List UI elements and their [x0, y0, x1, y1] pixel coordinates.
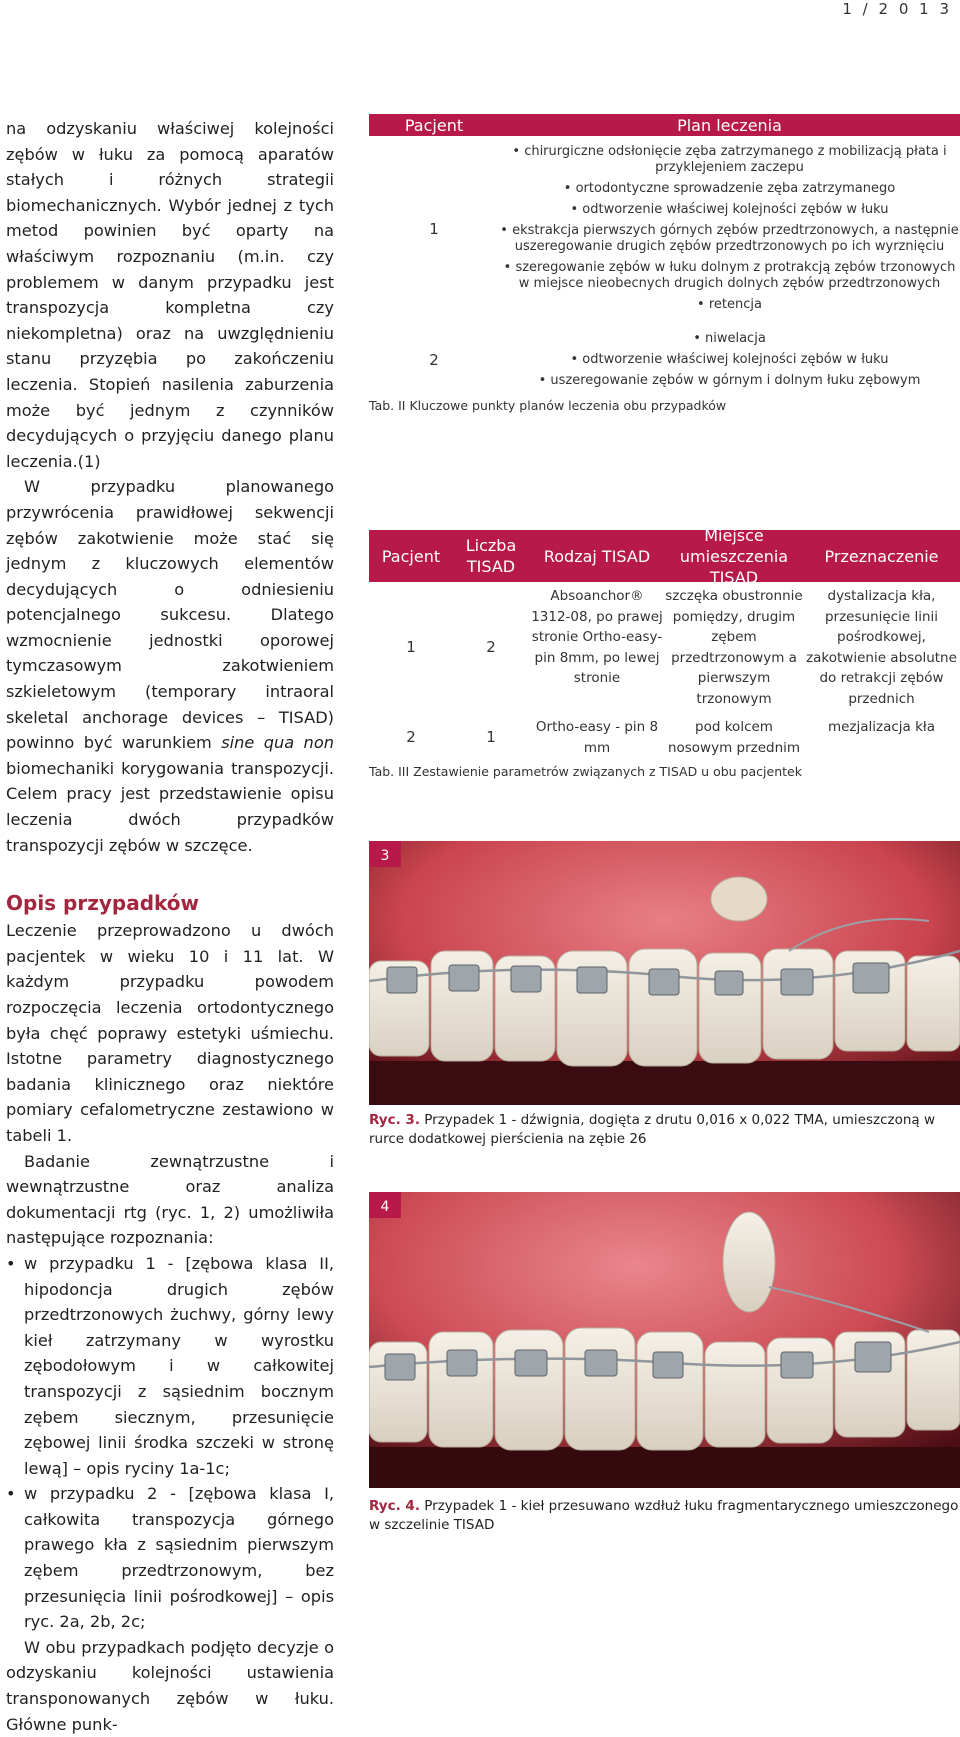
plan-item: • odtworzenie właściwej kolejności zębów w łuku [499, 202, 960, 218]
figure-label: Ryc. 3. [369, 1112, 420, 1128]
cell-purpose: dystalizacja kła, przesunięcie linii pośrodkowej, zakotwienie absolutne do retrakcji zębów przednich [806, 588, 957, 707]
patient-cell: 1 [429, 219, 439, 238]
figure-caption [369, 1497, 960, 1535]
cell-count: 2 [486, 638, 496, 657]
figure-4 [369, 1192, 960, 1536]
table-caption: Tab. III Zestawienie parametrów związanych z TISAD u obu pacjentek [369, 764, 802, 779]
header-patient: Pacjent [381, 546, 441, 566]
patient-cell: 2 [429, 351, 439, 369]
table-header [369, 525, 960, 587]
figure-3 [369, 841, 960, 1147]
figure-label: Ryc. 4. [369, 1498, 420, 1514]
plan-item: • retencja [499, 297, 960, 313]
figure-caption-text: Przypadek 1 - dźwignia, dogięta z drutu 0,016 x 0,022 TMA, umieszczoną w rurce dodatkowej pierścienia na zębie 26 [369, 1112, 936, 1147]
plan-item: • niwelacja [499, 331, 960, 347]
paragraph-diagnosis: Badanie zewnątrzustne i wewnątrzustne oraz analiza dokumentacji rtg (ryc. 1, 2) umożliwiła następujące rozpoznania: [6, 1151, 334, 1248]
header-plan: Plan leczenia [677, 115, 782, 135]
header-type: Rodzaj TISAD [543, 546, 651, 566]
table-tisad [369, 525, 960, 779]
plan-item: • ekstrakcja pierwszych górnych zębów przedtrzonowych, a następnie uszeregowanie drugich zębów przedtrzonowych po ich wyrznięciu [499, 223, 960, 255]
cell-patient: 1 [406, 638, 416, 657]
left-column [6, 116, 334, 1737]
plan-cell [499, 326, 960, 394]
table-header [369, 114, 960, 136]
section-heading: Opis przypadków [6, 891, 200, 916]
table-row [369, 582, 960, 709]
header-purpose: Przeznaczenie [824, 546, 939, 566]
table-row [369, 709, 960, 758]
plan-cell [499, 139, 960, 318]
cell-patient: 2 [406, 728, 416, 747]
dental-photo-canine-segment [369, 1192, 960, 1488]
dental-photo-braces-lever [369, 841, 960, 1105]
table-caption: Tab. II Kluczowe punkty planów leczenia obu przypadków [369, 398, 727, 413]
figure-caption [369, 1111, 960, 1149]
latin-phrase: sine qua non [221, 733, 334, 753]
paragraph-decision: W obu przypadkach podjęto decyzje o odzyskaniu kolejności ustawienia transponowanych zębów w łuku. Główne punk- [6, 1637, 334, 1734]
figure-number: 3 [369, 841, 401, 867]
header-patient: Pacjent [404, 115, 464, 135]
cell-location: pod kolcem nosowym przednim [667, 719, 801, 756]
plan-item: • ortodontyczne sprowadzenie zęba zatrzymanego [499, 181, 960, 197]
table-treatment-plan [369, 114, 960, 413]
header-location: Miejsce umieszczenia TISAD [679, 525, 789, 587]
paragraph-cases: Leczenie przeprowadzono u dwóch pacjentek w wieku 10 i 11 lat. W każdym przypadku powodem rozpoczęcia leczenia ortodontycznego była chęć poprawy estetyki uśmiechu. Istotne parametry diagnostycznego badania klinicznego oraz niektóre pomiary cefalometryczne zestawiono w tabeli 1. [6, 921, 334, 1145]
plan-item: • chirurgiczne odsłonięcie zęba zatrzymanego z mobilizacją płata i przyklejeniem zaczepu [499, 144, 960, 176]
figure-number: 4 [369, 1192, 401, 1218]
plan-item: • szeregowanie zębów w łuku dolnym z protrakcją zębów trzonowych w miejsce nieobecnych drugich dolnych zębów przedtrzonowych [499, 260, 960, 292]
cell-count: 1 [486, 728, 496, 747]
cell-location: szczęka obustronnie pomiędzy, drugim zębem przedtrzonowym a pierwszym trzonowym [665, 588, 803, 707]
paragraph-anchorage-text: W przypadku planowanego przywrócenia prawidłowej sekwencji zębów zakotwienie może stać się jednym z kluczowych elementów decydujących o odniesieniu potencjalnego sukcesu. Dlatego wzmocnienie jednostki oporowej tymczasowym zakotwieniem szkieletowym (temporary intraoral skeletal anchorage devices – TISAD) powinno być warunkiem [6, 477, 334, 753]
cell-purpose: mezjalizacja kła [827, 719, 936, 735]
diagnosis-list [6, 1251, 334, 1635]
cell-type: Absoanchor® 1312-08, po prawej stronie Ortho-easy-pin 8mm, po lewej stronie [531, 588, 663, 686]
header-count: Liczba TISAD [465, 536, 517, 576]
page-number: 1 / 2 0 1 3 [842, 0, 952, 18]
cell-type: Ortho-easy - pin 8 mm [535, 719, 659, 756]
paragraph-intro: na odzyskaniu właściwej kolejności zębów w łuku za pomocą aparatów stałych i różnych strategii biomechanicznych. Wybór jednej z tych metod powinien być oparty na właściwym rozpoznaniu (m.in. czy problemem w danym przypadku jest transpozycja kompletna czy niekompletna) oraz na uwzględnieniu stanu przyzębia po zakończeniu leczenia. Stopień nasilenia zaburzenia może być jednym z czynników decydujących o przyjęciu danego planu leczenia.(1) [6, 119, 334, 471]
figure-caption-text: Przypadek 1 - kieł przesuwano wzdłuż łuku fragmentarycznego umieszczonego w szczelinie TISAD [369, 1498, 959, 1533]
plan-item: • odtworzenie właściwej kolejności zębów w łuku [499, 352, 960, 368]
list-item: • w przypadku 2 - [zębowa klasa I, całkowita transpozycja górnego prawego kła z sąsiednim pierwszym zębem przedtrzonowym, bez przesunięcia linii pośrodkowej] – opis ryc. 2a, 2b, 2c; [6, 1481, 334, 1635]
table-row [369, 326, 960, 394]
plan-item: • uszeregowanie zębów w górnym i dolnym łuku zębowym [499, 373, 960, 389]
table-row [369, 136, 960, 318]
list-item: • w przypadku 1 - [zębowa klasa II, hipodoncja drugich zębów przedtrzonowych żuchwy, górny lewy kieł zatrzymany w wyrostku zębodołowym i w całkowitej transpozycji z sąsiednim bocznym zębem siecznym, przesunięcie zębowej linii środka szczeki w stronę lewą] – opis ryciny 1a-1c; [6, 1251, 334, 1481]
paragraph-anchorage [6, 474, 334, 858]
paragraph-anchorage-end: biomechaniki korygowania transpozycji. Celem pracy jest przedstawienie opisu leczenia dwóch przypadków transpozycji zębów w szczęce. [6, 758, 334, 855]
